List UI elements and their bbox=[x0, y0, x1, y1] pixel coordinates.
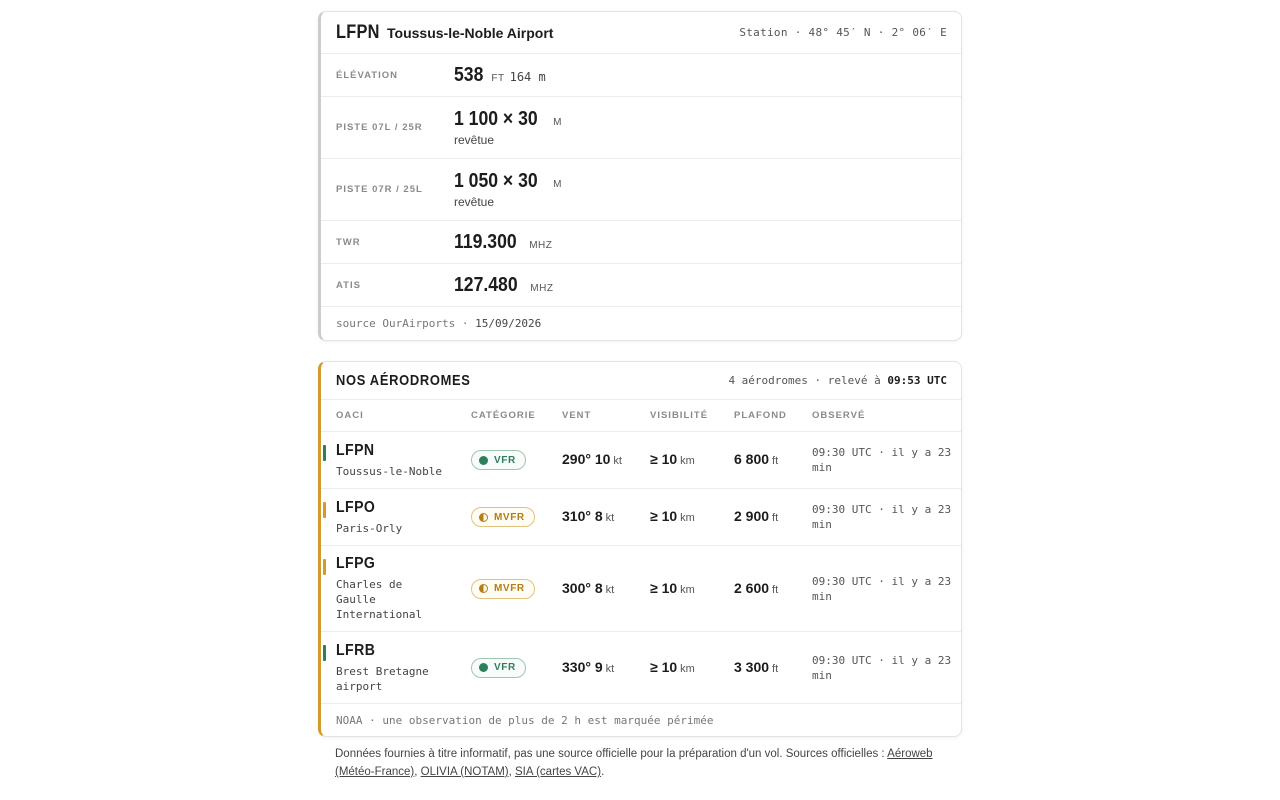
aerodrome-name: Charles de Gaulle International bbox=[336, 578, 423, 621]
station-source bbox=[321, 307, 961, 340]
runway-unit: M bbox=[553, 179, 562, 190]
twr-row bbox=[321, 221, 961, 264]
visibility-value: ≥ 10 bbox=[650, 579, 678, 596]
table-row[interactable] bbox=[321, 546, 961, 632]
ceiling-value: 2 900 bbox=[734, 508, 770, 524]
station-card bbox=[318, 11, 962, 341]
ceiling-value: 3 300 bbox=[734, 658, 770, 675]
visibility-value: ≥ 10 bbox=[650, 451, 678, 467]
ceiling-value: 2 600 bbox=[734, 579, 770, 596]
ceiling-unit: ft bbox=[772, 512, 779, 524]
aerodromes-meta bbox=[728, 374, 947, 387]
runway-dimensions: 1 100 × 30 bbox=[454, 108, 538, 130]
mvfr-half-circle-icon bbox=[479, 584, 488, 593]
ceiling-unit: ft bbox=[772, 455, 779, 467]
station-icao: LFPN bbox=[336, 21, 380, 43]
row-label: ATIS bbox=[336, 279, 361, 291]
aerodrome-code: LFPG bbox=[336, 555, 376, 572]
wind-value: 300° 8 bbox=[562, 579, 603, 596]
ceiling-unit: ft bbox=[772, 583, 779, 596]
observed-time: 09:30 UTC · il y a 23 min bbox=[812, 653, 952, 682]
vfr-dot-icon bbox=[479, 456, 488, 465]
runway-unit: M bbox=[553, 117, 562, 128]
col-wind: VENT bbox=[562, 410, 592, 421]
visibility-value: ≥ 10 bbox=[650, 508, 678, 524]
category-badge bbox=[471, 450, 526, 470]
observed-time: 09:30 UTC · il y a 23 min bbox=[812, 503, 952, 531]
col-observed: OBSERVÉ bbox=[812, 410, 866, 421]
frequency-unit: MHZ bbox=[529, 239, 553, 251]
visibility-unit: km bbox=[680, 583, 695, 596]
visibility-value: ≥ 10 bbox=[650, 658, 678, 675]
aerodromes-header bbox=[321, 362, 961, 400]
row-label: ÉLÉVATION bbox=[336, 69, 398, 81]
col-oaci: OACI bbox=[336, 410, 364, 421]
status-bar bbox=[323, 502, 326, 518]
elevation-value: 538 bbox=[454, 63, 484, 86]
category-badge bbox=[471, 507, 535, 527]
aerodromes-count: 4 aérodromes · relevé à bbox=[728, 374, 881, 387]
aerodrome-code: LFPN bbox=[336, 441, 375, 459]
ceiling-value: 6 800 bbox=[734, 451, 770, 467]
observed-time: 09:30 UTC · il y a 23 min bbox=[812, 574, 952, 603]
link-aeroweb[interactable]: Aéroweb (Météo-France) bbox=[335, 748, 933, 778]
status-bar bbox=[323, 645, 326, 661]
row-label: TWR bbox=[336, 236, 361, 248]
wind-value: 310° 8 bbox=[562, 508, 603, 524]
col-ceiling: PLAFOND bbox=[734, 410, 787, 421]
aerodrome-code: LFRB bbox=[336, 641, 376, 659]
elevation-row bbox=[321, 54, 961, 97]
aerodrome-name: Toussus-le-Noble bbox=[336, 464, 442, 478]
elevation-meters: 164 m bbox=[509, 69, 546, 84]
row-label: PISTE 07L / 25R bbox=[336, 122, 423, 133]
wind-unit: kt bbox=[605, 662, 615, 675]
ceiling-unit: ft bbox=[772, 662, 779, 675]
aerodromes-title: NOS AÉRODROMES bbox=[336, 372, 471, 389]
table-row[interactable] bbox=[321, 432, 961, 489]
link-sia[interactable]: SIA (cartes VAC) bbox=[515, 766, 602, 778]
visibility-unit: km bbox=[680, 662, 695, 675]
twr-frequency: 119.300 bbox=[454, 230, 517, 253]
category-badge bbox=[471, 579, 535, 599]
runway-dimensions: 1 050 × 30 bbox=[454, 170, 538, 192]
frequency-unit: MHZ bbox=[530, 282, 554, 294]
runway-surface: revêtue bbox=[454, 195, 495, 209]
col-visibility: VISIBILITÉ bbox=[650, 410, 709, 421]
runway-row bbox=[321, 159, 961, 221]
runway-row bbox=[321, 97, 961, 159]
vfr-dot-icon bbox=[479, 663, 488, 672]
row-label: PISTE 07R / 25L bbox=[336, 184, 423, 195]
disclaimer: Données fournies à titre informatif, pas une source officielle pour la préparation d'un vol. Sources officielles : Aéroweb (Météo-France), OLIVIA (NOTAM), SIA (cartes VAC). bbox=[335, 748, 933, 778]
runway-surface: revêtue bbox=[454, 133, 495, 147]
aerodrome-code: LFPO bbox=[336, 498, 376, 516]
status-bar bbox=[323, 445, 326, 461]
status-bar bbox=[323, 559, 326, 575]
category-badge bbox=[471, 658, 526, 678]
table-row[interactable] bbox=[321, 632, 961, 704]
col-category: CATÉGORIE bbox=[471, 410, 536, 421]
source-label: source OurAirports · bbox=[336, 317, 469, 330]
category-label: MVFR bbox=[494, 511, 525, 523]
station-header bbox=[321, 12, 961, 54]
table-row[interactable] bbox=[321, 489, 961, 546]
wind-unit: kt bbox=[613, 455, 622, 467]
table-header bbox=[321, 400, 961, 432]
wind-unit: kt bbox=[605, 512, 615, 524]
visibility-unit: km bbox=[680, 512, 695, 524]
disclaimer-text: Données fournies à titre informatif, pas une source officielle pour la préparation d'un vol. Sources officielles : bbox=[335, 748, 885, 760]
wind-unit: kt bbox=[605, 583, 615, 596]
atis-frequency: 127.480 bbox=[454, 273, 518, 296]
station-name: Toussus-le-Noble Airport bbox=[387, 24, 554, 41]
aerodrome-name: Paris-Orly bbox=[336, 521, 403, 535]
observed-time: 09:30 UTC · il y a 23 min bbox=[812, 446, 952, 474]
link-olivia[interactable]: OLIVIA (NOTAM) bbox=[420, 766, 509, 778]
category-label: MVFR bbox=[494, 583, 525, 594]
wind-value: 290° 10 bbox=[562, 451, 611, 467]
source-date: 15/09/2026 bbox=[475, 317, 542, 330]
elevation-unit: FT bbox=[491, 72, 505, 84]
atis-row bbox=[321, 264, 961, 307]
aerodromes-time: 09:53 UTC bbox=[887, 374, 947, 387]
category-label: VFR bbox=[494, 454, 516, 466]
wind-value: 330° 9 bbox=[562, 658, 603, 675]
station-coords: Station · 48° 45′ N · 2° 06′ E bbox=[739, 26, 947, 39]
visibility-unit: km bbox=[680, 455, 695, 467]
category-label: VFR bbox=[494, 662, 516, 673]
aerodrome-name: Brest Bretagne airport bbox=[336, 664, 429, 693]
aerodromes-card bbox=[318, 361, 962, 737]
aerodromes-footer: NOAA · une observation de plus de 2 h est marquée périmée bbox=[336, 713, 714, 727]
mvfr-half-circle-icon bbox=[479, 513, 488, 522]
